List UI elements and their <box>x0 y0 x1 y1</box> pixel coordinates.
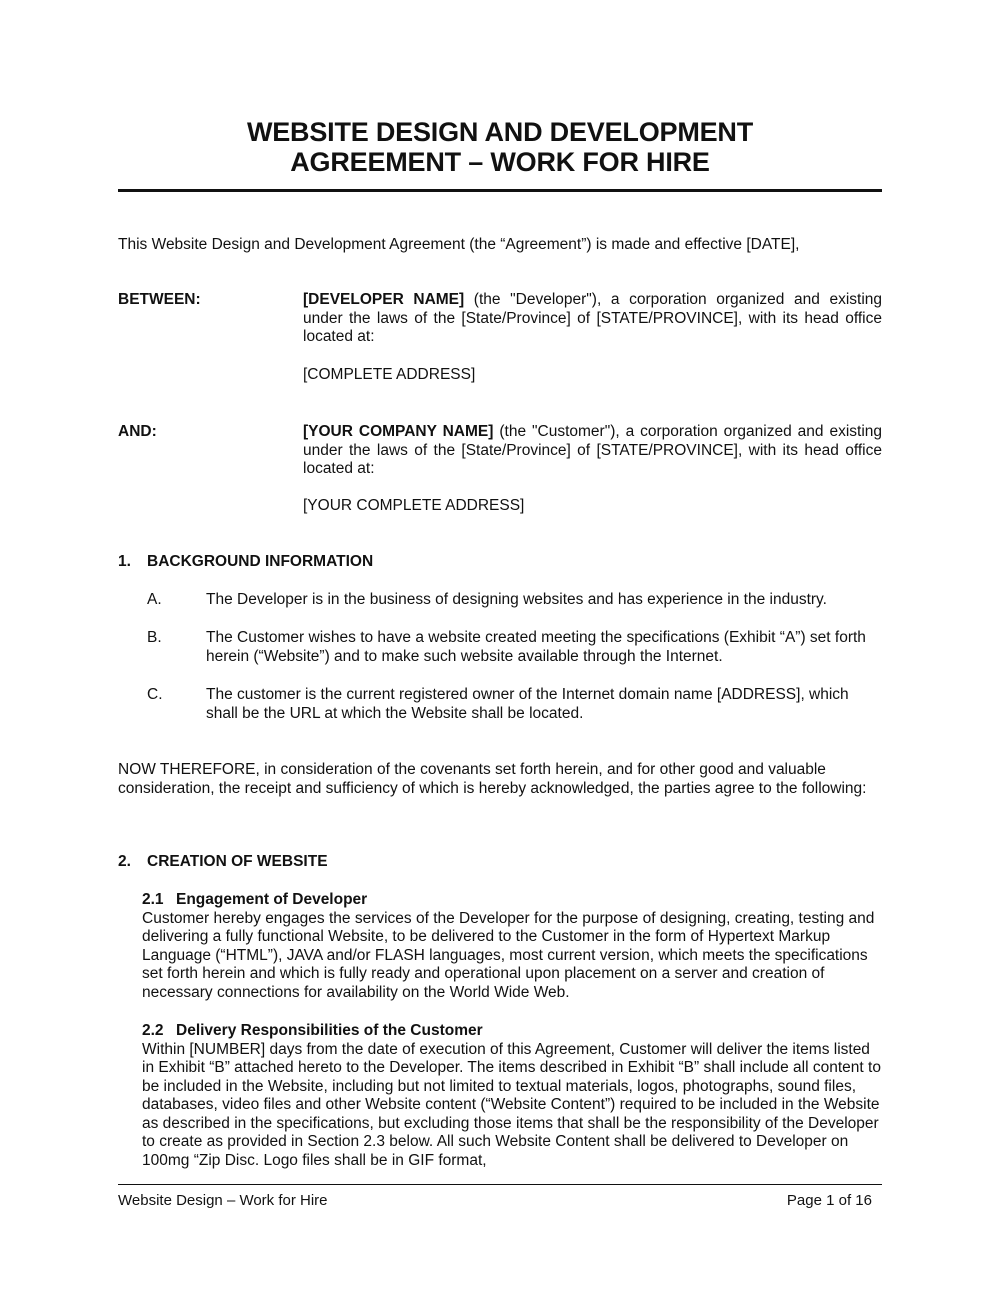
and-label: AND: <box>118 423 157 440</box>
recital-b-letter: B. <box>147 629 162 646</box>
between-label: BETWEEN: <box>118 291 201 308</box>
section-2-number: 2. <box>118 853 131 870</box>
now-therefore-paragraph: NOW THEREFORE, in consideration of the covenants set forth herein, and for other good and valuable consideration, the receipt and sufficiency of which is hereby acknowledged, the parties agree to the following: <box>118 761 867 797</box>
customer-party-text: (the "Customer"), a corporation organized and existing under the laws of the [State/Province] of [STATE/PROVINCE], with its head office located at: <box>303 423 883 477</box>
subsection-2-1-number: 2.1 <box>142 891 164 908</box>
subsection-2-2-number: 2.2 <box>142 1022 164 1039</box>
customer-address: [YOUR COMPLETE ADDRESS] <box>303 497 525 514</box>
customer-party-paragraph <box>303 423 882 479</box>
developer-party-paragraph <box>303 291 882 347</box>
subsection-2-2-text: Within [NUMBER] days from the date of execution of this Agreement, Customer will deliver the items listed in Exhibit “B” attached hereto to the Developer. The items described in Exhibit “B” shall include all content to be included in the Website, including but not limited to textual materials, logos, photographs, sound files, databases, video files and other Website content (“Website Content”) required to be included in the Website as described in the specifications, but excluding those items that shall be the responsibility of the Developer to create as provided in Section 2.3 below. All such Website Content shall be delivered to Developer on 100mg “Zip Disc. Logo files shall be in GIF format, <box>142 1040 881 1169</box>
document-title <box>118 117 882 177</box>
recital-c-text: The customer is the current registered owner of the Internet domain name [ADDRESS], which shall be the URL at which the Website shall be located. <box>206 686 849 722</box>
subsection-2-1-text: Customer hereby engages the services of the Developer for the purpose of designing, creating, testing and delivering a fully functional Website, to be delivered to the Customer in the form of Hypertext Markup Language (“HTML”), JAVA and/or FLASH languages, most current version, which meets the specifications set forth herein and which is fully ready and operational upon placement on a server and creation of necessary connections for availability on the World Wide Web. <box>142 909 875 1001</box>
recital-a-text: The Developer is in the business of designing websites and has experience in the industry. <box>206 591 827 608</box>
recital-a-letter: A. <box>147 591 162 608</box>
section-1-number: 1. <box>118 553 131 570</box>
section-1-heading: BACKGROUND INFORMATION <box>147 553 374 570</box>
title-line-1: WEBSITE DESIGN AND DEVELOPMENT <box>246 117 754 147</box>
title-line-2: AGREEMENT – WORK FOR HIRE <box>290 147 710 177</box>
developer-name: [DEVELOPER NAME] <box>303 291 465 308</box>
recital-c-letter: C. <box>147 686 163 703</box>
footer-divider <box>118 1184 882 1185</box>
subsection-2-2-heading: Delivery Responsibilities of the Customer <box>176 1022 483 1039</box>
developer-party-text: (the "Developer"), a corporation organized and existing under the laws of the [State/Province] of [STATE/PROVINCE], with its head office located at: <box>303 291 882 345</box>
section-2-heading: CREATION OF WEBSITE <box>147 853 328 870</box>
footer-document-name: Website Design – Work for Hire <box>118 1192 328 1209</box>
title-divider <box>118 189 882 192</box>
customer-name: [YOUR COMPANY NAME] <box>303 423 494 440</box>
intro-paragraph: This Website Design and Development Agreement (the “Agreement”) is made and effective [DATE], <box>118 236 800 253</box>
recital-b-text: The Customer wishes to have a website created meeting the specifications (Exhibit “A”) set forth herein (“Website”) and to make such website available through the Internet. <box>206 629 866 665</box>
subsection-2-1-heading: Engagement of Developer <box>176 891 368 908</box>
developer-address: [COMPLETE ADDRESS] <box>303 366 476 383</box>
footer-page-number: Page 1 of 16 <box>786 1192 872 1209</box>
